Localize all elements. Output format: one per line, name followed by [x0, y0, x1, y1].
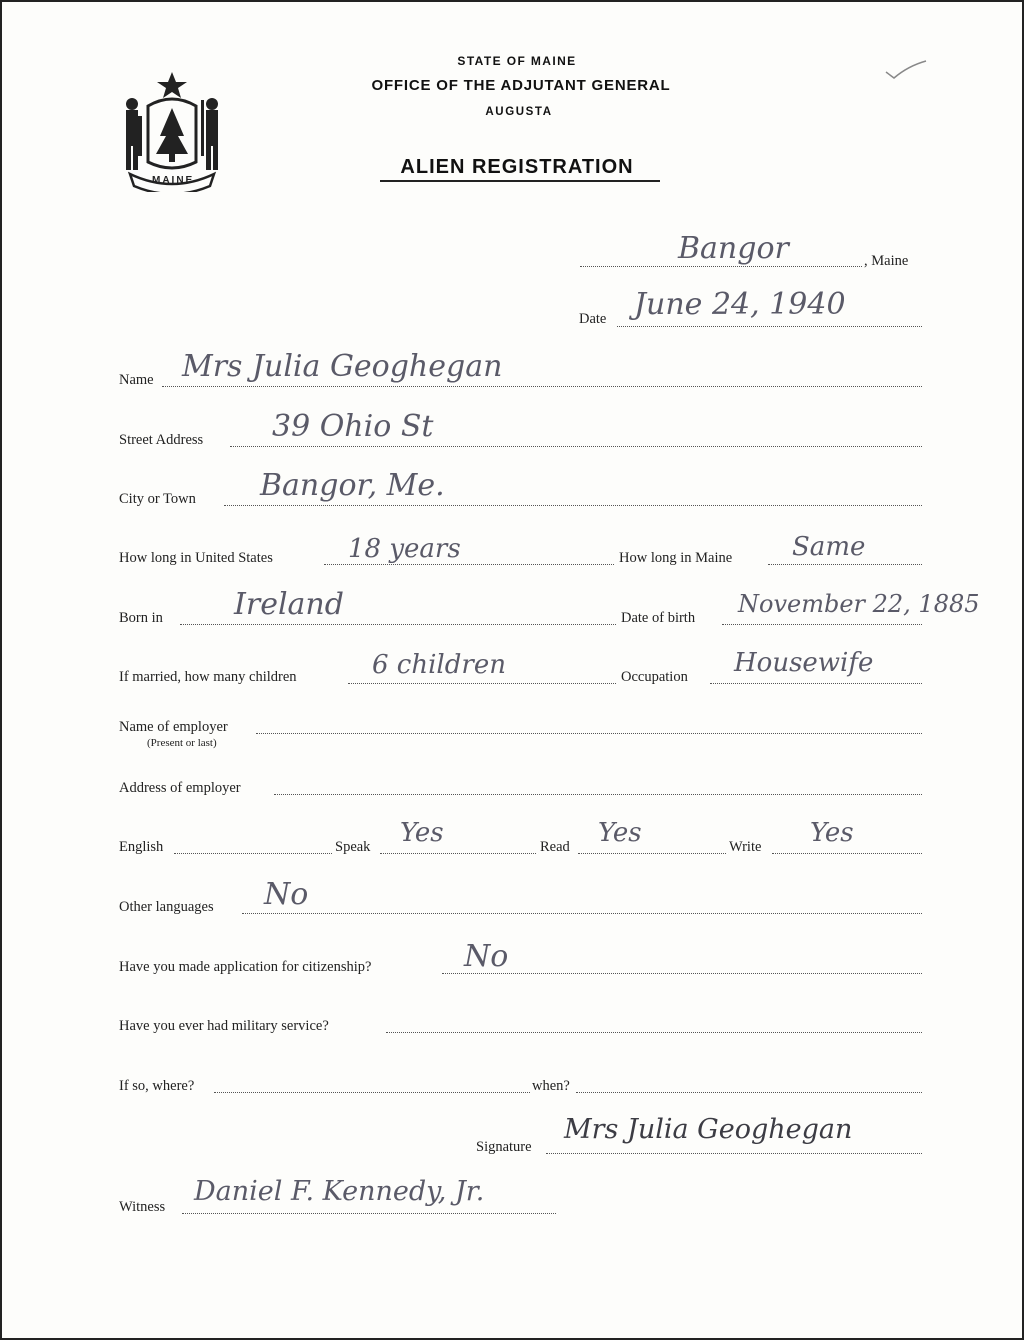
employer-name-label: Name of employer [119, 719, 228, 735]
date-of-birth-line [722, 624, 922, 625]
how-long-us-line [324, 564, 614, 565]
citizenship-line [442, 973, 922, 974]
city-label: City or Town [119, 491, 196, 507]
signature-label: Signature [476, 1139, 532, 1155]
date-line [617, 326, 922, 327]
street-address-line [230, 446, 922, 447]
where-label: If so, where? [119, 1078, 195, 1094]
place-line [580, 266, 862, 267]
occupation-label: Occupation [621, 669, 688, 685]
maine-label: , Maine [864, 253, 909, 269]
how-long-us-label: How long in United States [119, 550, 273, 566]
children-value[interactable]: 6 children [372, 650, 506, 680]
how-long-us-value[interactable]: 18 years [348, 534, 461, 564]
how-long-maine-line [768, 564, 922, 565]
write-label: Write [729, 839, 762, 855]
children-label: If married, how many children [119, 669, 297, 685]
form-title: ALIEN REGISTRATION [400, 156, 634, 178]
signature-value[interactable]: Mrs Julia Geoghegan [564, 1114, 853, 1145]
speak-value[interactable]: Yes [400, 818, 444, 848]
english-label: English [119, 839, 164, 855]
employer-name-line [256, 733, 922, 734]
employer-address-label: Address of employer [119, 780, 241, 796]
how-long-maine-label: How long in Maine [619, 550, 733, 566]
title-underline [380, 180, 660, 182]
name-label: Name [119, 372, 154, 388]
born-in-line [180, 624, 616, 625]
when-line [576, 1092, 922, 1093]
english-line [174, 853, 332, 854]
street-address-label: Street Address [119, 432, 204, 448]
office-heading: OFFICE OF THE ADJUTANT GENERAL [371, 77, 671, 94]
date-label: Date [579, 311, 607, 327]
military-service-label: Have you ever had military service? [119, 1018, 329, 1034]
state-heading: STATE OF MAINE [457, 54, 577, 68]
date-value[interactable]: June 24, 1940 [634, 287, 846, 322]
name-value[interactable]: Mrs Julia Geoghegan [182, 349, 503, 384]
born-in-label: Born in [119, 610, 163, 626]
place-value[interactable]: Bangor [678, 231, 789, 266]
how-long-maine-value[interactable]: Same [792, 532, 866, 562]
employer-address-line [274, 794, 922, 795]
read-line [578, 853, 726, 854]
born-in-value[interactable]: Ireland [234, 587, 344, 622]
read-value[interactable]: Yes [598, 818, 642, 848]
signature-line [546, 1153, 922, 1154]
read-label: Read [540, 839, 570, 855]
date-of-birth-value[interactable]: November 22, 1885 [738, 590, 980, 618]
witness-line [182, 1213, 556, 1214]
other-languages-line [242, 913, 922, 914]
other-languages-label: Other languages [119, 899, 214, 915]
write-value[interactable]: Yes [810, 818, 854, 848]
speak-label: Speak [335, 839, 371, 855]
check-mark-icon [882, 58, 928, 82]
employer-name-sublabel: (Present or last) [147, 737, 217, 749]
when-label: when? [532, 1078, 570, 1094]
seal-banner-text: MAINE [152, 175, 195, 186]
citizenship-label: Have you made application for citizenship? [119, 959, 372, 975]
other-languages-value[interactable]: No [264, 877, 309, 912]
write-line [772, 853, 922, 854]
date-of-birth-label: Date of birth [621, 610, 696, 626]
military-service-line [386, 1032, 922, 1033]
street-address-value[interactable]: 39 Ohio St [272, 409, 434, 444]
city-value[interactable]: Bangor, Me. [260, 468, 445, 503]
witness-value[interactable]: Daniel F. Kennedy, Jr. [194, 1176, 485, 1207]
where-line [214, 1092, 530, 1093]
city-heading: AUGUSTA [485, 106, 553, 118]
witness-label: Witness [119, 1199, 166, 1215]
occupation-line [710, 683, 922, 684]
occupation-value[interactable]: Housewife [734, 648, 874, 678]
children-line [348, 683, 616, 684]
citizenship-value[interactable]: No [464, 939, 509, 974]
speak-line [380, 853, 536, 854]
city-line [224, 505, 922, 506]
name-line [162, 386, 922, 387]
